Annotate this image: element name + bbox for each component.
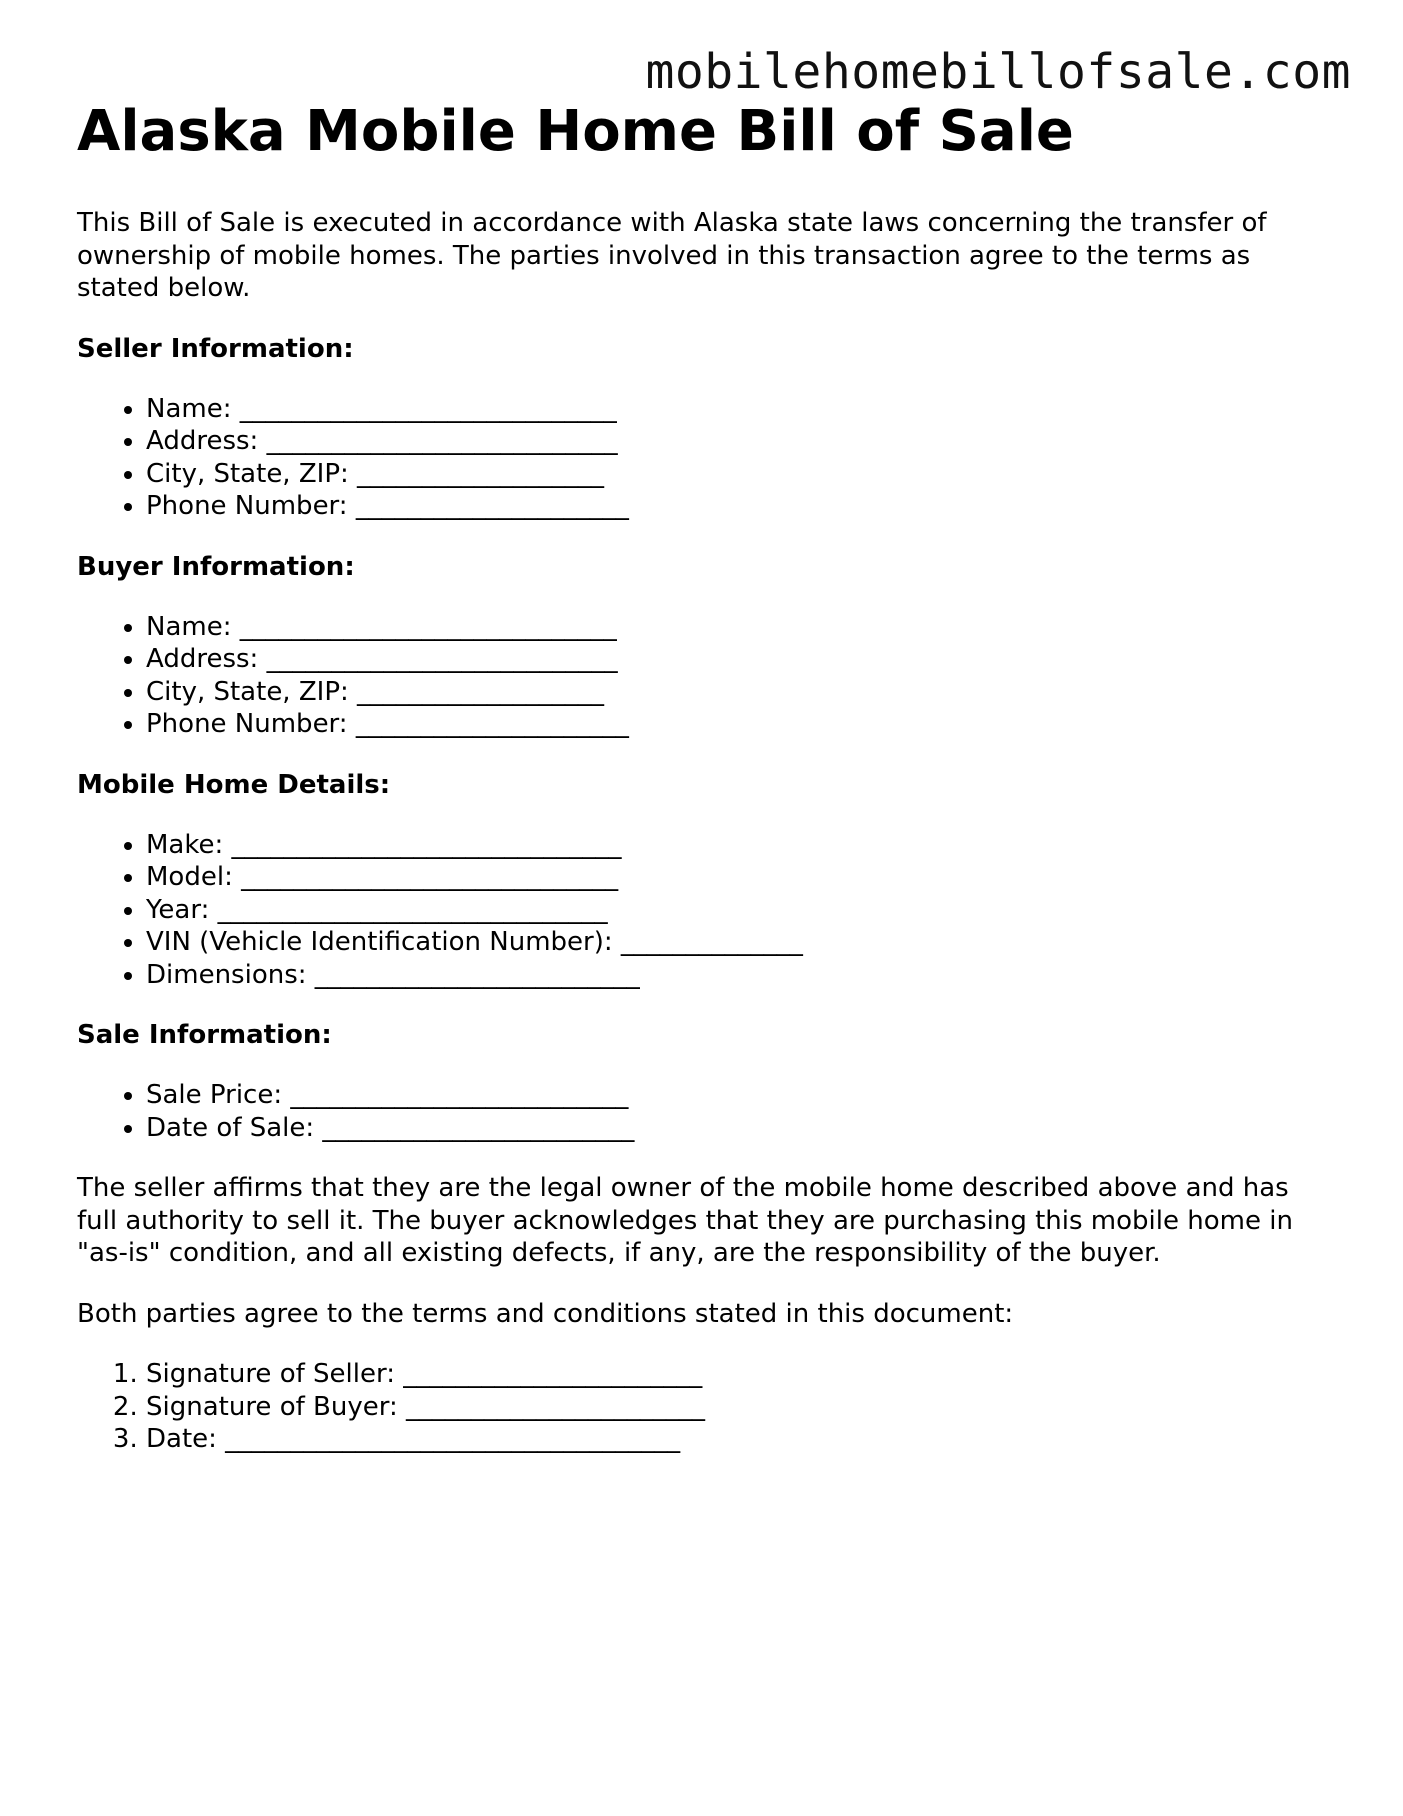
home-vin-field: • VIN (Vehicle Identification Number): ______________ bbox=[146, 926, 1327, 959]
sale-date-field: • Date of Sale: ________________________ bbox=[146, 1112, 1327, 1145]
buyer-city-state-zip-field: • City, State, ZIP: ___________________ bbox=[146, 676, 1327, 709]
signature-date-field: 3. Date: ___________________________________ bbox=[146, 1423, 1327, 1456]
website-watermark: mobilehomebillofsale.com bbox=[645, 44, 1351, 100]
document-page bbox=[77, 96, 1327, 1456]
buyer-name-field: • Name: _____________________________ bbox=[146, 611, 1327, 644]
seller-address-field: • Address: ___________________________ bbox=[146, 425, 1327, 458]
seller-signature-field: 1. Signature of Seller: _______________________ bbox=[146, 1358, 1327, 1391]
buyer-heading: Buyer Information: bbox=[77, 551, 355, 582]
buyer-list bbox=[77, 611, 1327, 741]
sale-list bbox=[77, 1079, 1327, 1144]
agreement-paragraph: Both parties agree to the terms and conditions stated in this document: bbox=[77, 1298, 1014, 1329]
seller-list bbox=[77, 393, 1327, 523]
sale-heading: Sale Information: bbox=[77, 1020, 332, 1050]
buyer-phone-field: • Phone Number: _____________________ bbox=[146, 708, 1327, 741]
mobile-home-list bbox=[77, 829, 1327, 992]
home-dimensions-field: • Dimensions: _________________________ bbox=[146, 959, 1327, 992]
seller-name-field: • Name: _____________________________ bbox=[146, 393, 1327, 426]
affirmation-paragraph: The seller affirms that they are the legal owner of the mobile home described above and has full authority to sell it. The buyer acknowledges that they are purchasing this mobile home in "as-is" condition, and all existing defects, if any, are the responsibility of the buyer. bbox=[77, 1173, 1293, 1268]
seller-phone-field: • Phone Number: _____________________ bbox=[146, 490, 1327, 523]
mobile-home-heading: Mobile Home Details: bbox=[77, 769, 391, 800]
intro-paragraph: This Bill of Sale is executed in accordance with Alaska state laws concerning the transfer of ownership of mobile homes. The parties involved in this transaction agree to the terms as stated below. bbox=[77, 208, 1267, 303]
home-model-field: • Model: _____________________________ bbox=[146, 861, 1327, 894]
signature-list bbox=[77, 1358, 1327, 1456]
seller-heading: Seller Information: bbox=[77, 333, 354, 364]
home-make-field: • Make: ______________________________ bbox=[146, 829, 1327, 862]
buyer-signature-field: 2. Signature of Buyer: _______________________ bbox=[146, 1391, 1327, 1424]
home-year-field: • Year: ______________________________ bbox=[146, 894, 1327, 927]
document-title: Alaska Mobile Home Bill of Sale bbox=[77, 99, 1074, 164]
buyer-address-field: • Address: ___________________________ bbox=[146, 643, 1327, 676]
sale-price-field: • Sale Price: __________________________ bbox=[146, 1079, 1327, 1112]
seller-city-state-zip-field: • City, State, ZIP: ___________________ bbox=[146, 458, 1327, 491]
